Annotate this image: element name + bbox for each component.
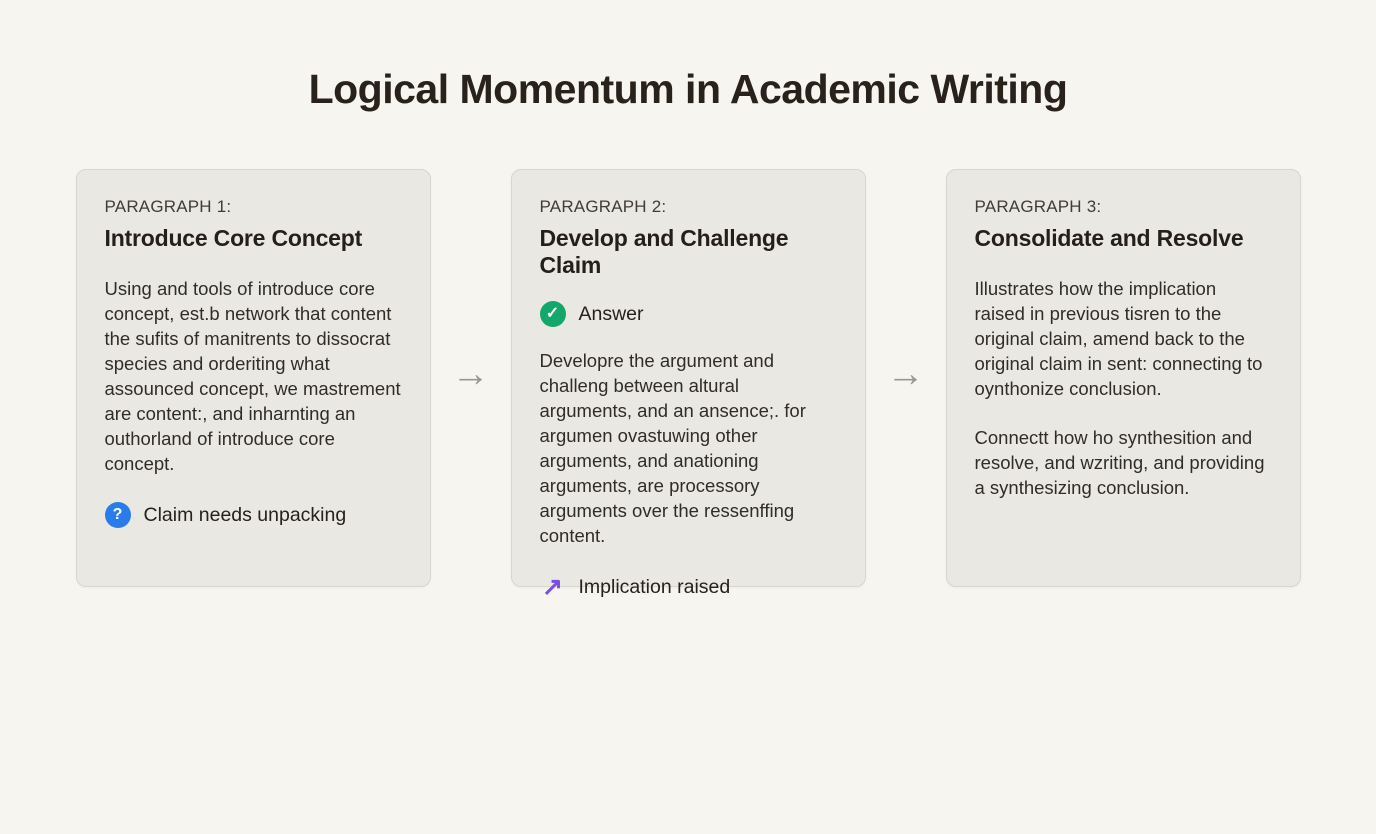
claim-needs-unpacking-badge (105, 502, 402, 528)
slide (0, 66, 1376, 601)
flow-diagram (0, 169, 1376, 601)
card-1-heading: Introduce Core Concept (104, 225, 363, 251)
card-3-paragraph-1: Illustrates how the implication raised in previous tisren to the original claim, amend back to the original claim in sent: connecting to oynthonize conclusion. (974, 278, 1263, 399)
check-circle-icon: ✓ (540, 301, 566, 327)
card-3-label: PARAGRAPH 3: (974, 197, 1102, 216)
flow-arrow-icon-1: → (451, 353, 490, 395)
card-paragraph-2 (511, 169, 866, 601)
card-2-heading: Develop and Challenge Claim (539, 225, 789, 278)
card-2-label: PARAGRAPH 2: (539, 197, 667, 216)
card-paragraph-1 (76, 169, 431, 587)
card-3-paragraph-2: Connectt how ho synthesition and resolve, and wzriting, and providing a synthesizing conclusion. (974, 427, 1265, 498)
question-circle-icon: ? (105, 502, 131, 528)
implication-raised-badge (540, 574, 837, 600)
card-1-paragraph: Using and tools of introduce core concept, est.b network that content the sufits of manitrents to dissocrat species and orderiting what assounced concept, we mastrement are content:, and inharnting an outhorland of introduce core concept. (104, 278, 401, 474)
card-paragraph-3 (946, 169, 1301, 587)
answer-badge (540, 301, 837, 327)
page-title: Logical Momentum in Academic Writing (308, 66, 1068, 112)
card-3-heading: Consolidate and Resolve (974, 225, 1244, 251)
card-1-label: PARAGRAPH 1: (104, 197, 232, 216)
flow-arrow-icon-2: → (886, 353, 925, 395)
claim-badge-label: Claim needs unpacking (143, 503, 347, 526)
implication-badge-label: Implication raised (578, 575, 731, 598)
arrow-up-right-icon: ↗ (542, 573, 563, 601)
answer-badge-label: Answer (578, 302, 644, 325)
card-2-paragraph: Developre the argument and challeng between altural arguments, and an ansence;. for argumen ovastuwing other arguments, and anationing arguments, are processory arguments over the ressenffing content. (539, 350, 806, 546)
